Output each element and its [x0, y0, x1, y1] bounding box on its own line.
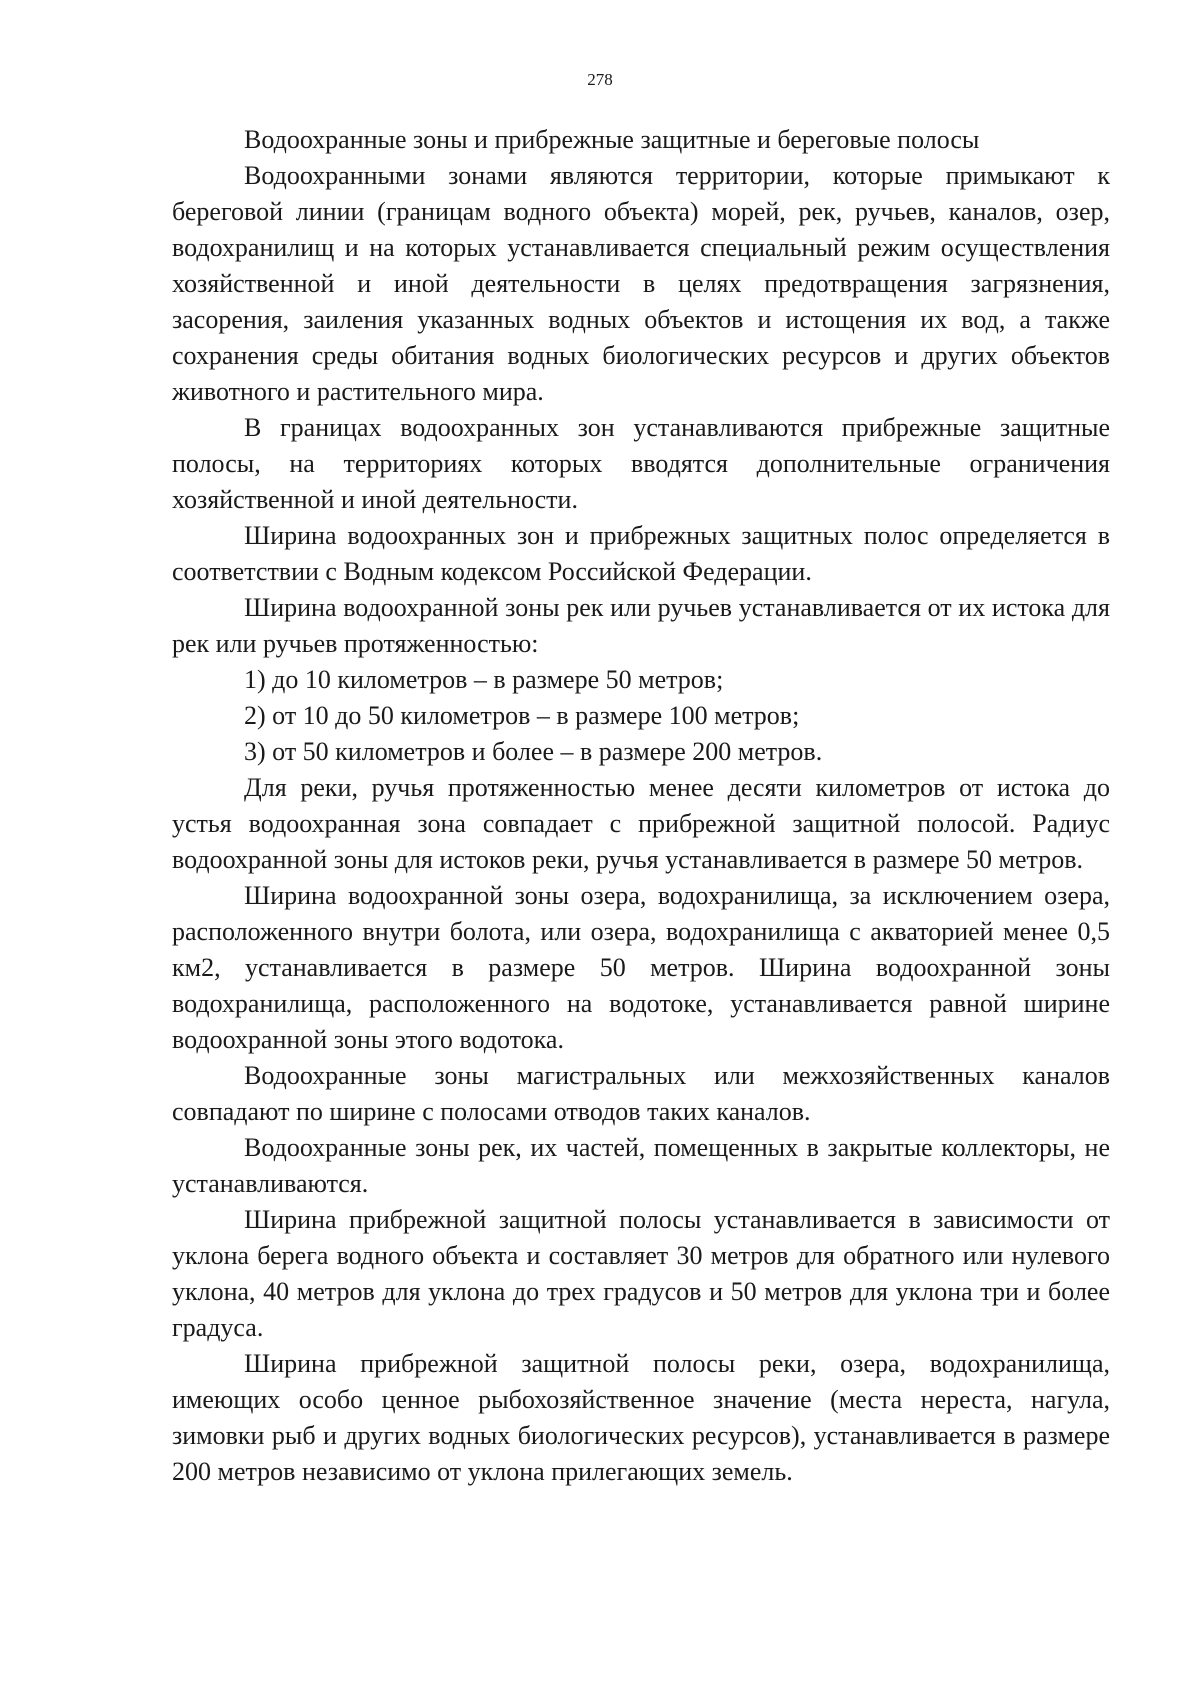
paragraph: Для реки, ручья протяженностью менее десяти километров от истока до устья водоохранная зона совпадает с прибрежной защитной полосой. Радиус водоохранной зоны для истоков реки, ручья устанавливается в размере 50 метров.: [172, 773, 1110, 874]
paragraph: В границах водоохранных зон устанавливаются прибрежные защитные полосы, на территориях которых вводятся дополнительные ограничения хозяйственной и иной деятельности.: [172, 413, 1110, 514]
paragraph: Водоохранные зоны магистральных или межхозяйственных каналов совпадают по ширине с полосами отводов таких каналов.: [172, 1061, 1110, 1126]
list-item: 3) от 50 километров и более – в размере 200 метров.: [244, 737, 823, 766]
paragraph: Водоохранные зоны рек, их частей, помещенных в закрытые коллекторы, не устанавливаются.: [172, 1133, 1110, 1198]
section-heading: Водоохранные зоны и прибрежные защитные и береговые полосы: [244, 125, 980, 154]
list-item: 1) до 10 километров – в размере 50 метров;: [244, 665, 724, 694]
page-number: 278: [587, 70, 613, 89]
paragraph: Ширина водоохранной зоны рек или ручьев устанавливается от их истока для рек или ручьев протяженностью:: [172, 593, 1110, 658]
list-item: 2) от 10 до 50 километров – в размере 100 метров;: [244, 701, 800, 730]
paragraph: Ширина прибрежной защитной полосы устанавливается в зависимости от уклона берега водного объекта и составляет 30 метров для обратного или нулевого уклона, 40 метров для уклона до трех градусов и 50 метров для уклона три и более градуса.: [172, 1205, 1110, 1342]
paragraph: Ширина водоохранных зон и прибрежных защитных полос определяется в соответствии с Водным кодексом Российской Федерации.: [172, 521, 1110, 586]
document-body: [172, 122, 1110, 1490]
paragraph: Ширина водоохранной зоны озера, водохранилища, за исключением озера, расположенного внутри болота, или озера, водохранилища с акваторией менее 0,5 км2, устанавливается в размере 50 метров. Ширина водоохранной зоны водохранилища, расположенного на водотоке, устанавливается равной ширине водоохранной зоны этого водотока.: [172, 881, 1110, 1054]
paragraph: Водоохранными зонами являются территории, которые примыкают к береговой линии (границам водного объекта) морей, рек, ручьев, каналов, озер, водохранилищ и на которых устанавливается специальный режим осуществления хозяйственной и иной деятельности в целях предотвращения загрязнения, засорения, заиления указанных водных объектов и истощения их вод, а также сохранения среды обитания водных биологических ресурсов и других объектов животного и растительного мира.: [172, 161, 1110, 406]
paragraph: Ширина прибрежной защитной полосы реки, озера, водохранилища, имеющих особо ценное рыбохозяйственное значение (места нереста, нагула, зимовки рыб и других водных биологических ресурсов), устанавливается в размере 200 метров независимо от уклона прилегающих земель.: [172, 1349, 1110, 1486]
